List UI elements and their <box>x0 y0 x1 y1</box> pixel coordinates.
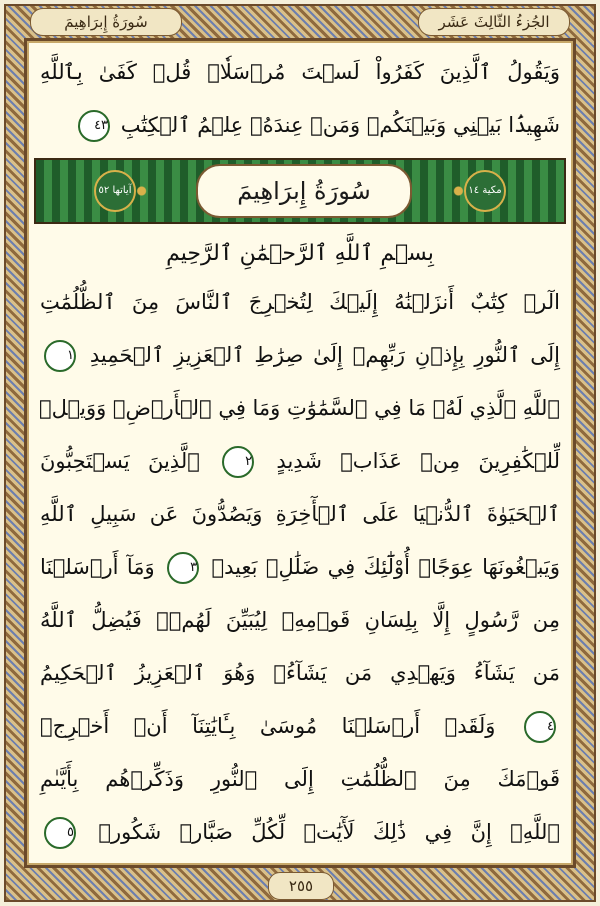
verse-text: ٱلَّذِينَ يَسۡتَحِبُّونَ <box>40 449 200 473</box>
surah-info-medal-left: آياتها ٥٢ <box>94 170 136 212</box>
surah-header: سُورَةُ إِبرَاهِيمَ <box>30 8 182 36</box>
page-content <box>34 46 566 858</box>
verse-line <box>34 700 566 753</box>
verse-text: وَلَقَدۡ أَرۡسَلۡنَا مُوسَىٰ بِـَٔايَٰتِنَآ أَنۡ أَخۡرِجۡ <box>40 714 496 738</box>
ayah-number-marker: ١ <box>44 340 76 372</box>
ayah-number-marker: ٤٣ <box>78 110 110 142</box>
ayah-number-marker: ٣ <box>167 552 199 584</box>
page-number: ٢٥٥ <box>268 872 334 900</box>
ayah-number-marker: ٢ <box>222 446 254 478</box>
verse-text: مَن يَشَآءُ وَيَهۡدِي مَن يَشَآءُۚ وَهُوَ ٱلۡعَزِيزُ ٱلۡحَكِيمُ <box>40 661 560 685</box>
juz-header: الجُزءُ الثّالِثَ عَشَر <box>418 8 570 36</box>
verse-line <box>34 99 566 152</box>
verse-line: ٱلۡحَيَوٰةَ ٱلدُّنۡيَا عَلَى ٱلۡأٓخِرَةِ وَيَصُدُّونَ عَن سَبِيلِ ٱللَّهِ <box>40 502 560 526</box>
verse-line: ٱللَّهِ ٱلَّذِي لَهُۥ مَا فِي ٱلسَّمَٰوَٰتِ وَمَا فِي ٱلۡأَرۡضِۗ وَوَيۡلٞ <box>39 396 560 420</box>
surah-title: سُورَةُ إِبرَاهِيمَ <box>196 164 412 218</box>
verse-text: ٱللَّهِۚ إِنَّ فِي ذَٰلِكَ لَأٓيَٰتٖ لِّكُلِّ صَبَّارٖ شَكُورٖ <box>98 820 560 844</box>
verse-line <box>34 329 566 382</box>
verse-text: إِلَى ٱلنُّورِ بِإِذۡنِ رَبِّهِمۡ إِلَىٰ صِرَٰطِ ٱلۡعَزِيزِ ٱلۡحَمِيدِ <box>89 343 560 367</box>
verse-line <box>34 435 566 488</box>
verse-text: شَهِيدَۢا بَيۡنِي وَبَيۡنَكُمۡ وَمَنۡ عِندَهُۥ عِلۡمُ ٱلۡكِتَٰبِ <box>120 113 560 137</box>
verse-line: مِن رَّسُولٍ إِلَّا بِلِسَانِ قَوۡمِهِۦ لِيُبَيِّنَ لَهُمۡۖ فَيُضِلُّ ٱللَّهُ <box>40 608 560 632</box>
basmala: بِسۡمِ ٱللَّهِ ٱلرَّحۡمَٰنِ ٱلرَّحِيمِ <box>166 241 434 266</box>
verse-text: وَيَبۡغُونَهَا عِوَجًاۚ أُوْلَٰٓئِكَ فِي ضَلَٰلِۢ بَعِيدٖ <box>211 555 560 579</box>
verse-line <box>34 806 566 859</box>
verse-line: الٓرۚ كِتَٰبٌ أَنزَلۡنَٰهُ إِلَيۡكَ لِتُخۡرِجَ ٱلنَّاسَ مِنَ ٱلظُّلُمَٰتِ <box>40 290 560 314</box>
verse-line <box>34 647 566 700</box>
ayah-number-marker: ٤ <box>524 711 556 743</box>
surah-title-banner <box>34 158 566 224</box>
verse-line: وَيَقُولُ ٱلَّذِينَ كَفَرُواْ لَسۡتَ مُرۡسَلٗاۚ قُلۡ كَفَىٰ بِٱللَّهِ <box>40 60 560 84</box>
verse-line: قَوۡمَكَ مِنَ ٱلظُّلُمَٰتِ إِلَى ٱلنُّورِ وَذَكِّرۡهُم بِأَيَّىٰمِ <box>40 767 560 791</box>
surah-info-medal-right: مكية ١٤ <box>464 170 506 212</box>
verse-text: وَمَآ أَرۡسَلۡنَا <box>40 555 155 579</box>
verse-line <box>34 541 566 594</box>
ayah-number-marker: ٥ <box>44 817 76 849</box>
verse-text: لِّلۡكَٰفِرِينَ مِنۡ عَذَابٖ شَدِيدٍ <box>276 449 560 473</box>
